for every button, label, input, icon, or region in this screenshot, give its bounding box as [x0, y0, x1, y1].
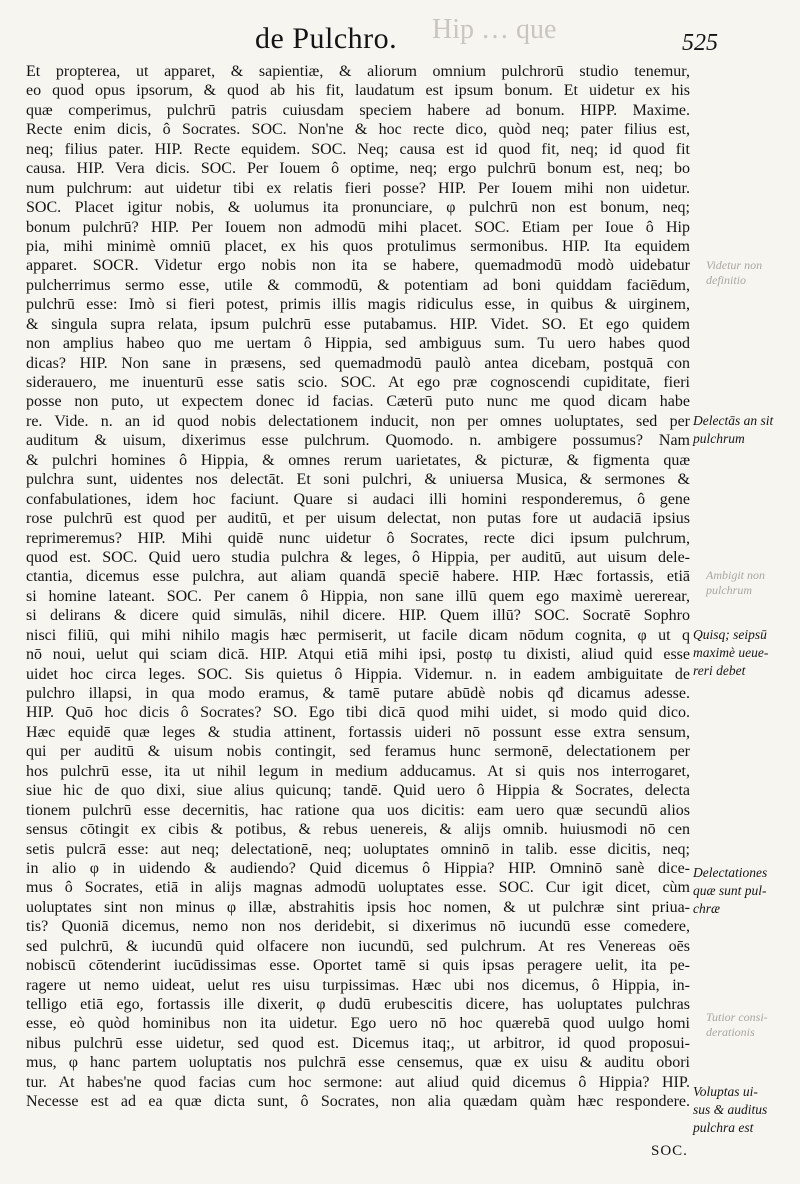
- text-line: nibus pulchrū esse uidetur, sed quod est. Dicemus itaq;, ut arbitror, id quod proposui-: [26, 1034, 690, 1052]
- text-line: nō noui, uelut qui sciam dicā. HIP. Atqui etiā mihi ipsi, postφ tu dixisti, aliud quid esse: [26, 646, 690, 664]
- text-line: posse non puto, ut expectem donec id facias. Cæterū puto nunc me quod dicam habe: [26, 393, 690, 411]
- text-line: esse, eò quòd hominibus non ita uidetur. Ego uero nō hoc quærebā quod uulgo homi: [26, 1015, 690, 1033]
- text-line: ragere ut nemo uideat, uelut res uisu turpissimas. Hæc ubi nos dicemus, ô Hippia, in-: [26, 976, 690, 994]
- text-line: qui per auditū & uisum nobis contingit, sed feramus hunc sermonē, delectationem per: [26, 743, 690, 761]
- text-line: pulchra sunt, uidentes nos delectāt. Et soni pulchri, & uniuersa Musica, & sermones &: [26, 471, 690, 489]
- text-line: pia, mihi minimè omniū placet, ex his quos protulimus sermonibus. HIP. Ita equidem: [26, 237, 690, 255]
- text-line: HIP. Quō hoc dicis ô Socrates? SO. Ego tibi dicā quod mihi uidet, si modo quid dico.: [26, 704, 690, 722]
- text-line: Recte enim dicis, ô Socrates. SOC. Non'ne & hoc recte dico, quòd neq; pater filius est,: [26, 121, 690, 139]
- text-line: mus ô Socrates, etiā in alijs magnas admodū uoluptates esse. SOC. Cur igit dicet, cùm: [26, 879, 690, 897]
- text-line: ctantia, dicemus esse pulchra, aut aliam quandā speciē habere. HIP. Hæc fortassis, etiā: [26, 568, 690, 586]
- text-line: confabulationes, idem hoc faciunt. Quare si audaci illi homini responderemus, ô gene: [26, 490, 690, 508]
- bleed-through-note: Videtur non definitio: [706, 258, 763, 287]
- text-line: rose pulchrū est quod per auditū, et per uisum delectat, non putas fore ut audaciā ipsius: [26, 510, 690, 528]
- text-line: causa. HIP. Vera dicis. SOC. Per Iouem ô optime, neq; ergo pulchrū bonum est, neq; bo: [26, 160, 690, 178]
- text-line: auditum & uisum, dixerimus esse pulchrum. Quomodo. n. ambigere possumus? Nam: [26, 432, 690, 450]
- text-line: & singula supra relata, ipsum pulchrū esse putabamus. HIP. Videt. SO. Et ego quidem: [26, 315, 690, 333]
- text-line: mus, φ hanc partem uoluptatis nos pulchrā esse censemus, quæ ex uisu & auditu obori: [26, 1054, 690, 1072]
- text-line: non amplius habeo quo me uertam ô Hippia, sed ambiguus sum. Tu uero habes quod: [26, 335, 690, 353]
- text-line: eo quod opus ipsorum, & quod ab his fit, laudatum est ipsum bonum. Et uidetur ex his: [26, 82, 690, 100]
- text-line: nisci filiū, qui mihi nihilo magis hæc permiserit, ut facile dicam nōdum cognita, φ ut q: [26, 626, 690, 644]
- margin-note: Delectationes quæ sunt pul- chræ: [693, 865, 768, 916]
- text-line: uidet hoc circa leges. SOC. Sis quietus ô Hippia. Videmur. n. in eadem ambiguitate de: [26, 665, 690, 683]
- text-line: apparet. SOCR. Videtur ergo nobis non ita se habere, quemadmodū modò uidebatur: [26, 257, 690, 275]
- text-line: Et propterea, ut apparet, & sapientiæ, & aliorum omnium pulchrorū studio tenemur,: [26, 63, 690, 80]
- body-text: [26, 62, 690, 1112]
- bleed-through-heading: Hip … que: [432, 14, 557, 45]
- text-line: Necesse est ad ea quæ dicta sunt, ô Socrates, non alia quædam quàm hæc respondere.: [26, 1093, 690, 1111]
- text-line: sensus cōtingit ex cibis & potibus, & rebus uenereis, & alijs omnib. huiusmodi nō cen: [26, 821, 690, 839]
- text-line: neq; filius pater. HIP. Recte equidem. SOC. Neq; causa est id quod fit, neq; id quod fit: [26, 140, 690, 158]
- text-line: pulchrū esse: Imò si fieri potest, primis illis magis ridiculus esse, in quibus & uirginem,: [26, 296, 690, 314]
- text-line: si homine lateant. SOC. Per canem ô Hippia, non sane illū quem ego maximè uererear,: [26, 587, 690, 605]
- text-line: tis? Quoniā dicemus, nemo non nos deridebit, si dixerimus nō iucundū esse comedere,: [26, 918, 690, 936]
- text-line: quod est. SOC. Quid uero studia pulchra & leges, ô Hippia, per auditū, aut uisum dele-: [26, 548, 690, 566]
- text-line: siderauero, me inuenturū esse satis scio. SOC. At ego præ cognoscendi cupiditate, fieri: [26, 374, 690, 391]
- text-line: in alio φ in uidendo & audiendo? Quid dicemus ô Hippia? HIP. Omninō sanè dice-: [26, 859, 690, 877]
- text-line: SOC. Placet igitur nobis, & uolumus ita pronunciare, φ pulchrū non est bonum, neq;: [26, 199, 690, 217]
- text-line: siue hic de quo dixi, siue alius quicunq; tandē. Quid uero ô Hippia & Socrates, delecta: [26, 782, 690, 800]
- text-line: sed pulchrū, & iucundū quid olfacere non iucundū, sed pulchrum. At res Venereas oēs: [26, 937, 690, 955]
- text-line: setis pulcrā esse: aut neq; delectationē, neq; uoluptates omninō in talib. esse dicitis, neq;: [26, 840, 690, 858]
- text-line: nobiscū cōtenderint iucūdissimas esse. Oportet tamē si quis ipsas peragere uelit, ita pe-: [26, 957, 690, 975]
- text-line: tur. At habes'ne quod facias cum hoc sermone: aut aliud quid dicemus ô Hippia? HIP.: [26, 1073, 690, 1091]
- bleed-through-note: Tutior consi- derationis: [706, 1010, 768, 1039]
- text-line: telligo etiā ego, fortassis ille dixerit, φ dudū erubescitis dicere, has uoluptates pulchras: [26, 996, 690, 1013]
- text-line: dicas? HIP. Non sane in præsens, sed quemadmodū paulò antea dicebam, postquā con: [26, 354, 690, 372]
- text-line: pulcherrimus sermo esse, utile & commodū, & potentiam ad boni quiddam faciēdum,: [26, 276, 690, 294]
- text-line: & pulchri homines ô Hippia, & omnes rerum uarietates, & picturæ, & figmenta quæ: [26, 451, 690, 469]
- text-line: uoluptates sint non minus φ illæ, abstrahitis ipsis hoc nomen, & ut pulchræ sint priua-: [26, 898, 690, 916]
- catchword: SOC.: [651, 1143, 688, 1159]
- text-line: si delirans & dicere quid simulās, nihil dicere. HIP. Quem illū? SOC. Socratē Sophro: [26, 607, 690, 625]
- text-line: hos pulchrū esse, ita ut nihil legum in medium adducamus. At si quis nos interrogaret,: [26, 762, 690, 780]
- running-head: de Pulchro.: [255, 22, 398, 55]
- text-line: num pulchrum: aut uidetur tibi ex relatis fieri posse? HIP. Per Iouem mihi non uidetur.: [26, 179, 690, 197]
- page-number: 525: [682, 30, 718, 56]
- text-line: bonum pulchrū? HIP. Per Iouem non admodū mihi placet. SOC. Etiam per Ioue ô Hip: [26, 218, 690, 236]
- text-line: tionem pulchrū esse decernitis, hac ratione qua uos dicitis: eam uero quæ secundū alios: [26, 801, 690, 819]
- margin-note: Voluptas ui- sus & auditus pulchra est: [693, 1084, 768, 1135]
- text-line: reprimeremus? HIP. Mihi quidē nunc uidetur ô Socrates, recte dici ipsum pulchrum,: [26, 529, 690, 547]
- text-line: quæ comperimus, pulchrū patris cuiusdam speciem habere ad bonum. HIPP. Maxime.: [26, 101, 690, 119]
- text-line: re. Vide. n. an id quod nobis delectationem inducit, non per omnes uoluptates, sed per: [26, 412, 690, 430]
- text-line: Hæc equidē quæ leges & studia attinent, fortassis uideri nō possunt esse extra sensum,: [26, 723, 690, 741]
- margin-note: Delectās an sit pulchrum: [693, 413, 774, 446]
- text-line: pulchro illapsi, in qua modo eramus, & tamē putare abūdè nobis qđ dicamus adesse.: [26, 685, 690, 702]
- bleed-through-note: Ambigit non pulchrum: [706, 568, 765, 597]
- margin-note: Quisq; seipsū maximè ueue- reri debet: [693, 627, 769, 678]
